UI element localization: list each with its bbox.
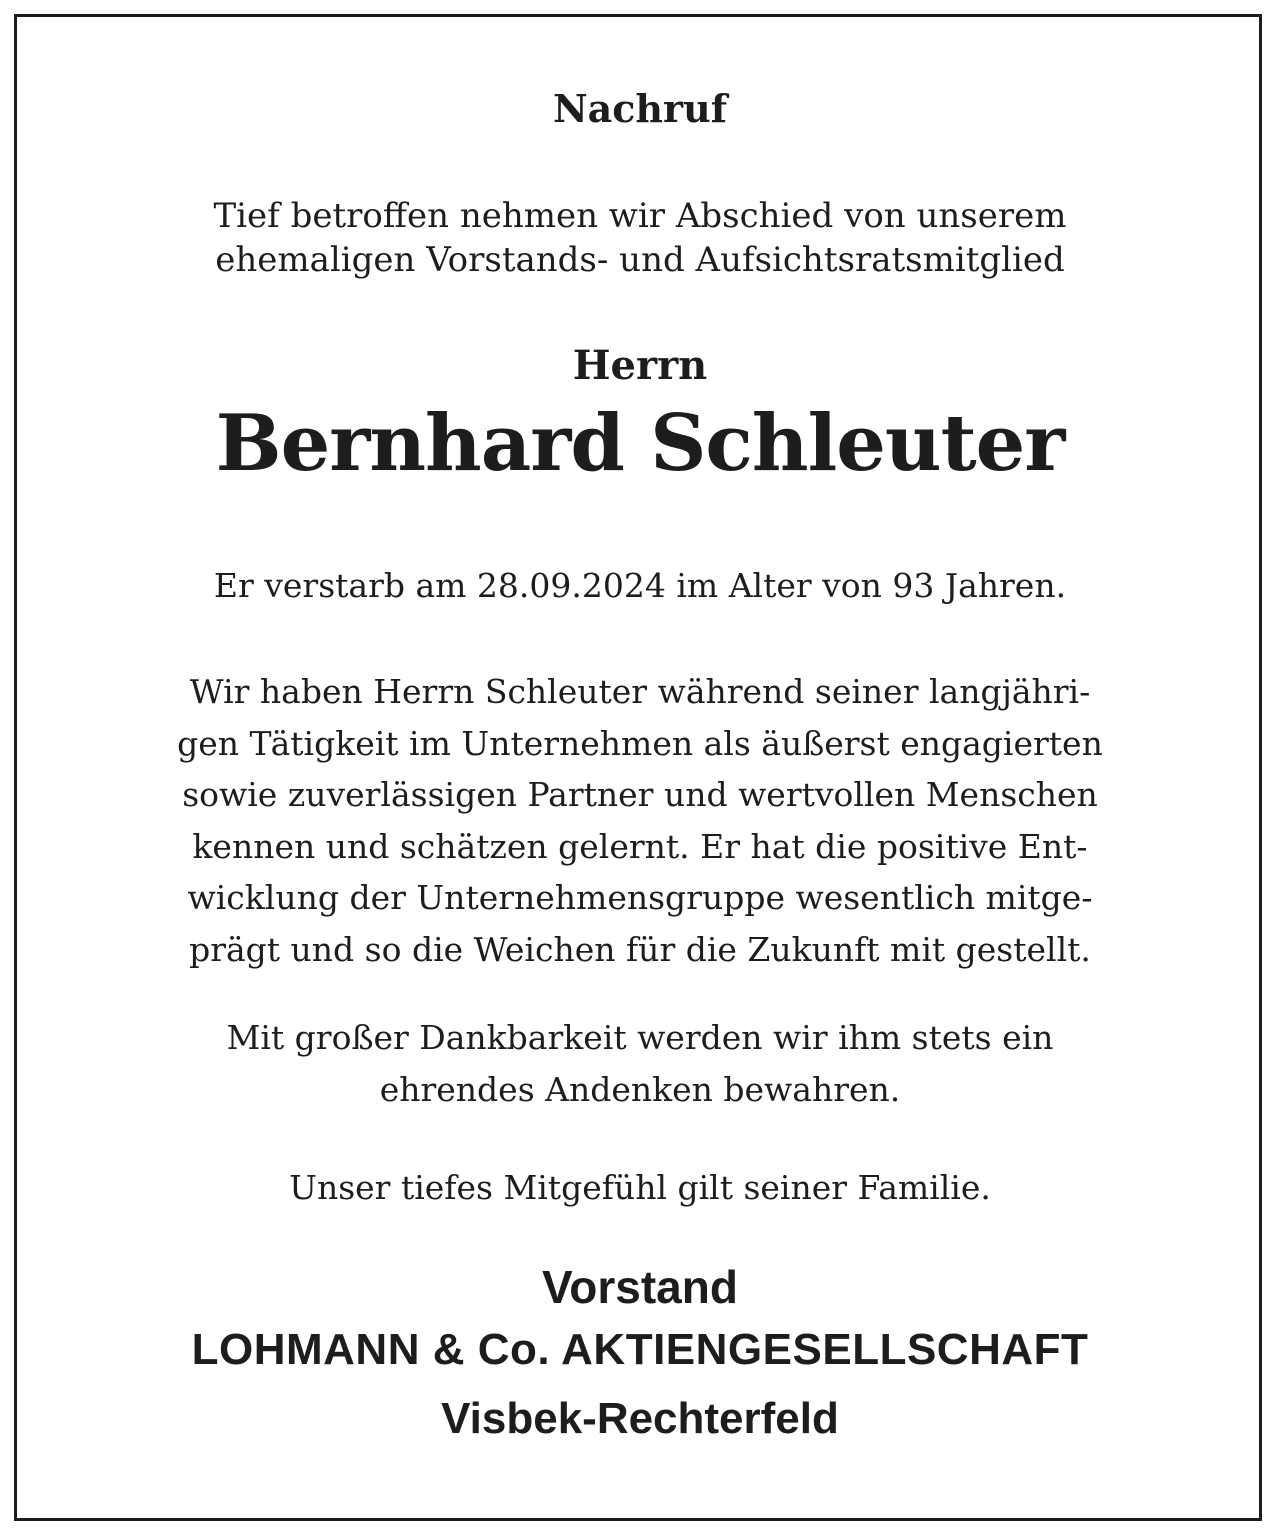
death-line: Er verstarb am 28.09.2024 im Alter von 93 Jahren. xyxy=(213,566,1067,605)
paragraph-line: Mit großer Dankbarkeit werden wir ihm stets ein xyxy=(226,1018,1054,1057)
intro-line: ehemaligen Vorstands- und Aufsichtsratsmitglied xyxy=(215,240,1065,280)
paragraph-line: ehrendes Andenken bewahren. xyxy=(379,1069,901,1109)
paragraph-line: gen Tätigkeit im Unternehmen als äußerst engagierten xyxy=(177,723,1103,763)
notice-heading: Nachruf xyxy=(552,86,728,131)
intro-text xyxy=(0,194,1280,282)
paragraph-line: sowie zuverlässigen Partner und wertvollen Menschen xyxy=(182,775,1098,814)
paragraph-line: Wir haben Herrn Schleuter während seiner langjähri- xyxy=(189,672,1091,711)
intro-line: Tief betroffen nehmen wir Abschied von unserem xyxy=(213,196,1067,236)
paragraph-condolence: Unser tiefes Mitgefühl gilt seiner Familie. xyxy=(289,1168,991,1207)
paragraph-line: prägt und so die Weichen für die Zukunft mit gestellt. xyxy=(189,929,1091,969)
paragraph-gratitude xyxy=(0,1012,1280,1115)
paragraph-tribute xyxy=(0,666,1280,975)
signature-company: LOHMANN & Co. AKTIENGESELLSCHAFT xyxy=(191,1325,1089,1374)
paragraph-line: wicklung der Unternehmensgruppe wesentlich mitge- xyxy=(187,878,1093,917)
deceased-name: Bernhard Schleuter xyxy=(215,398,1065,489)
paragraph-line: kennen und schätzen gelernt. Er hat die positive Ent- xyxy=(192,826,1088,866)
signature-board: Vorstand xyxy=(542,1261,738,1313)
signature-location: Visbek-Rechterfeld xyxy=(441,1394,839,1443)
salutation: Herrn xyxy=(572,342,708,389)
